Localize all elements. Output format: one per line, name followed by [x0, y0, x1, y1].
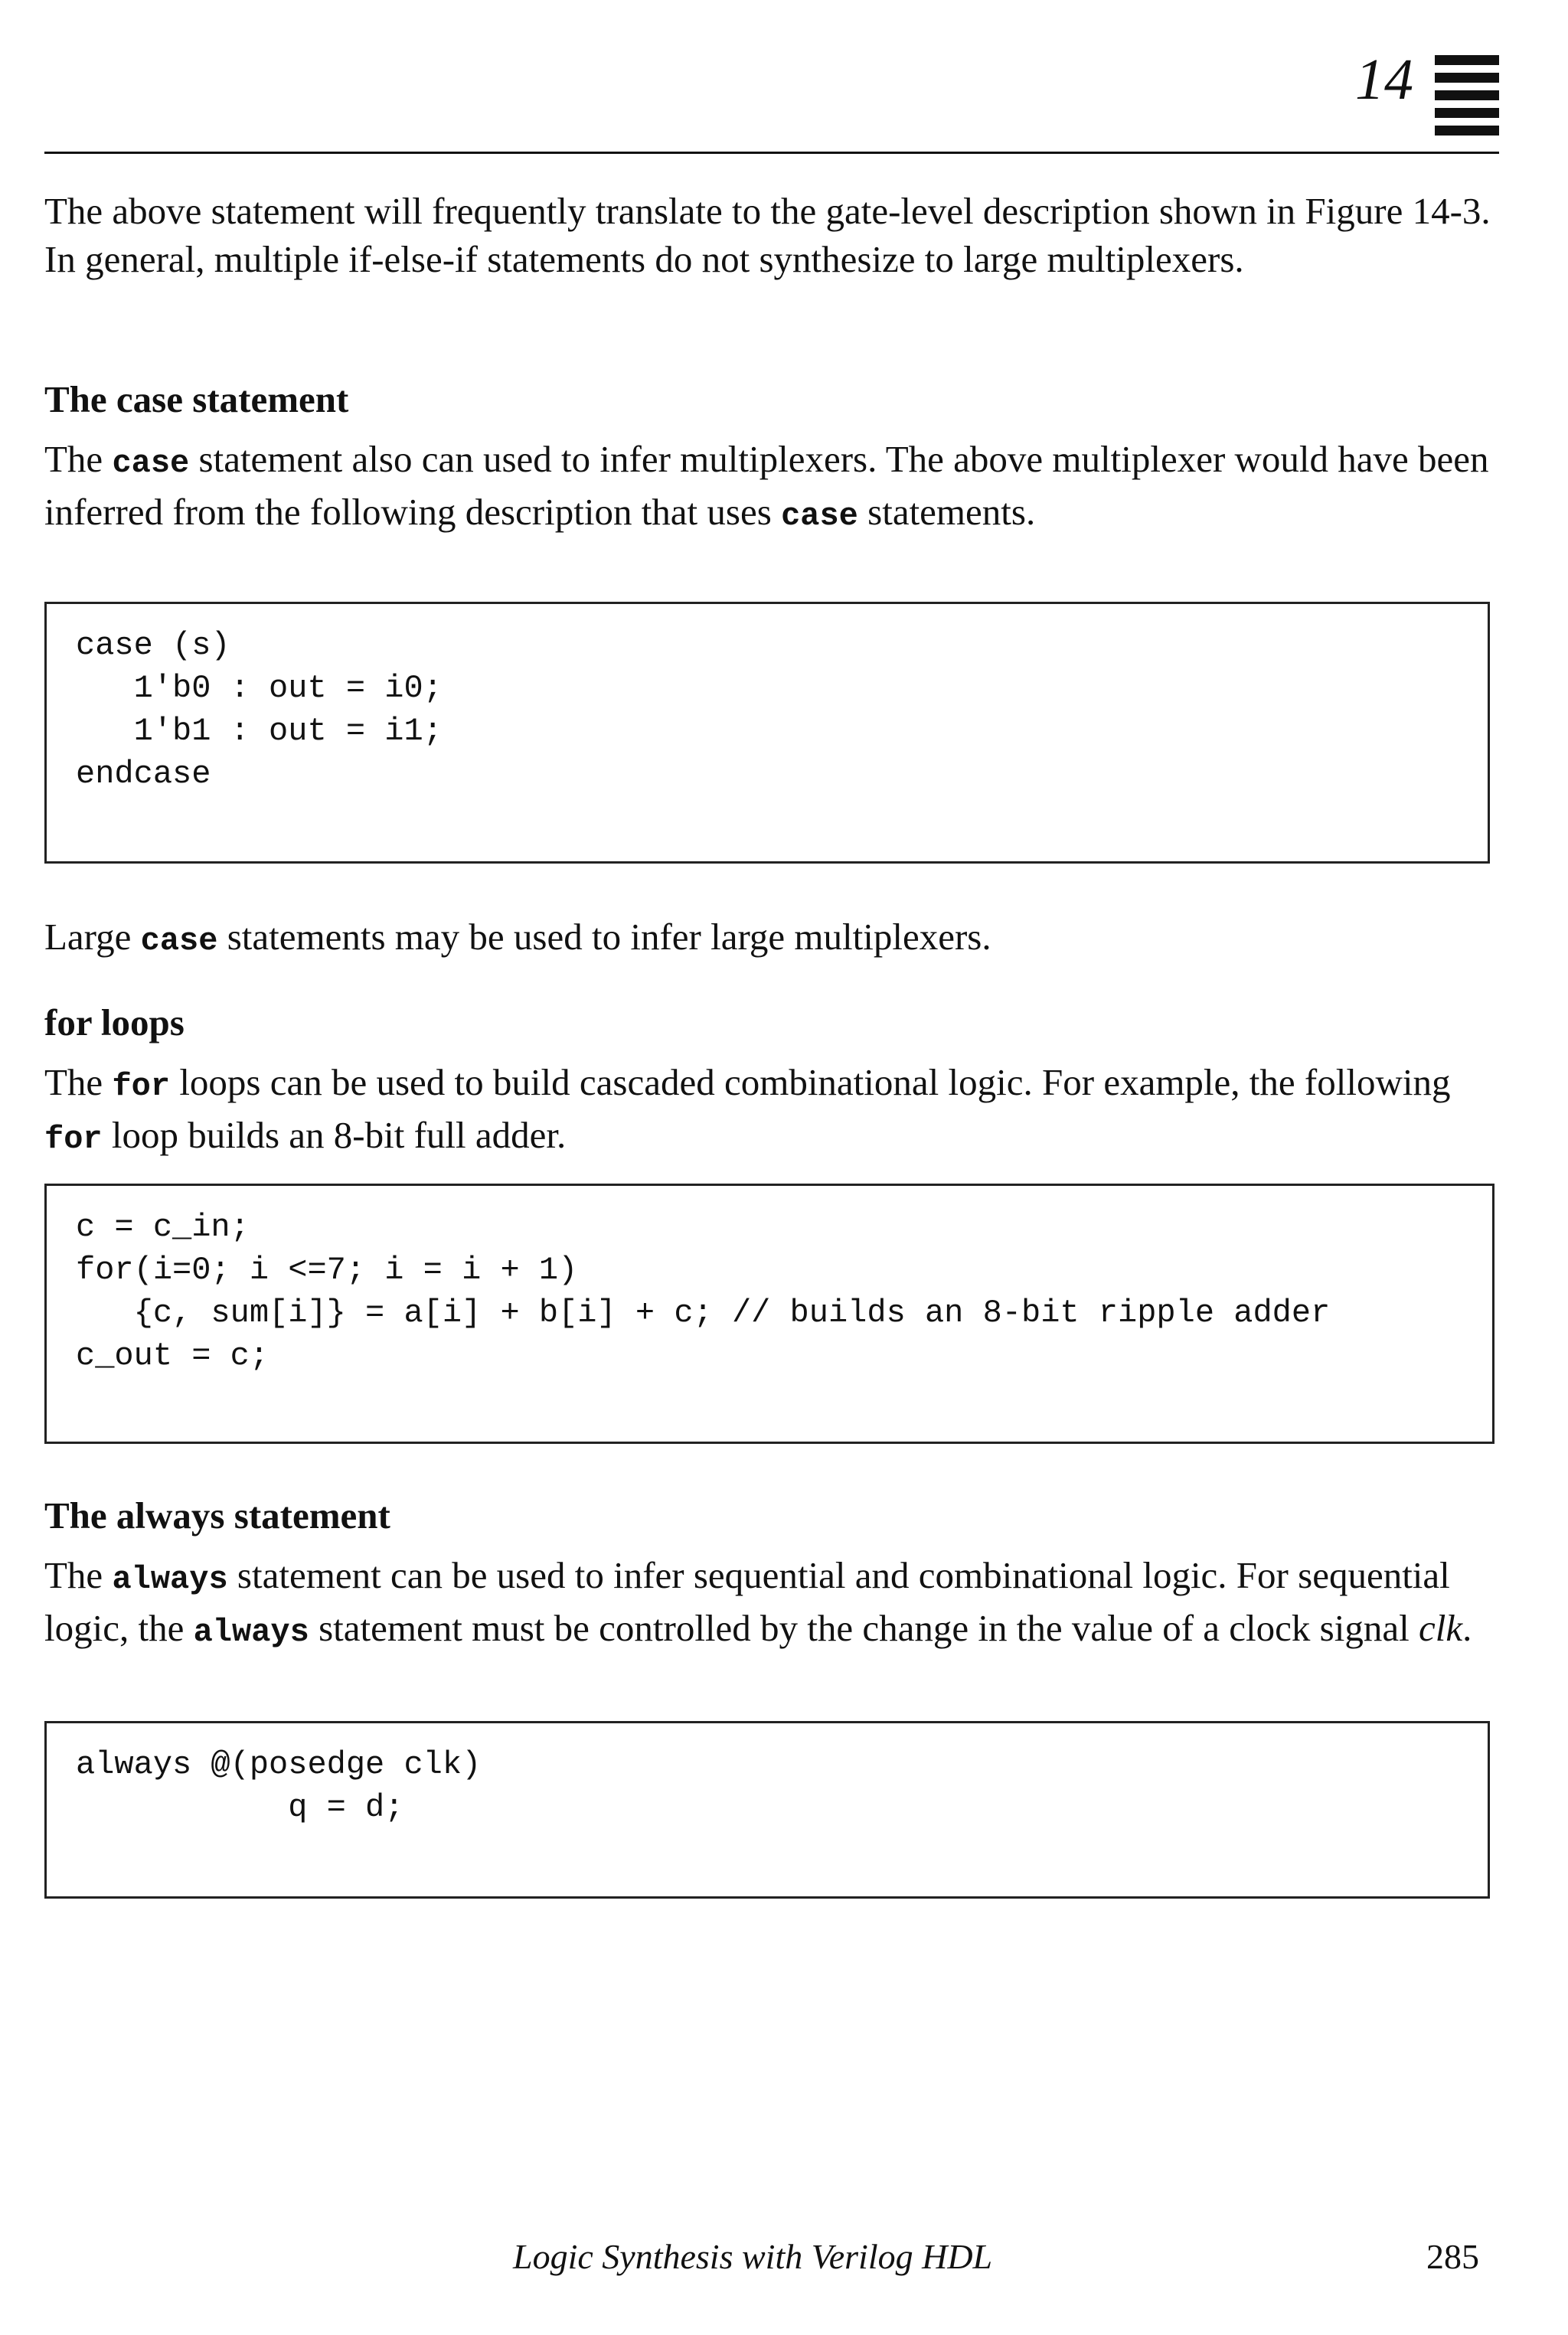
case-keyword: case [112, 445, 190, 482]
for-paragraph: The for loops can be used to build cascaded combinational logic. For example, the following for loop builds an 8-bit full adder. [44, 1061, 1451, 1158]
always-heading: The always statement [44, 1494, 390, 1537]
clk-signal: clk [1418, 1607, 1463, 1649]
footer-book-title: Logic Synthesis with Verilog HDL [513, 2237, 993, 2276]
chapter-number: 14 [1355, 47, 1413, 112]
page-header [44, 46, 1499, 157]
always-keyword: always [112, 1561, 228, 1598]
header-rule [44, 152, 1499, 154]
always-code-block: always @(posedge clk) q = d; [44, 1721, 1490, 1899]
case-heading: The case statement [44, 378, 349, 420]
chapter-tab-icon [1435, 55, 1499, 138]
case-paragraph: The case statement also can used to infer multiplexers. The above multiplexer would have been inferred from the following description that uses case statements. [44, 438, 1489, 534]
case-followup-paragraph: Large case statements may be used to infer large multiplexers. [44, 916, 991, 959]
intro-paragraph: The above statement will frequently translate to the gate-level description shown in Figure 14-3. In general, multiple if-else-if statements do not synthesize to large multiplexers. [44, 190, 1491, 280]
case-code-block: case (s) 1'b0 : out = i0; 1'b1 : out = i1; endcase [44, 602, 1490, 864]
for-keyword: for [44, 1121, 103, 1158]
case-keyword: case [140, 923, 218, 959]
page-number: 285 [1426, 2237, 1479, 2276]
for-code-block: c = c_in; for(i=0; i <=7; i = i + 1) {c, sum[i]} = a[i] + b[i] + c; // builds an 8-bit ripple adder c_out = c; [44, 1184, 1494, 1444]
for-heading: for loops [44, 1001, 185, 1043]
always-keyword: always [193, 1614, 309, 1651]
for-keyword: for [112, 1068, 171, 1105]
always-paragraph: The always statement can be used to infer sequential and combinational logic. For sequential logic, the always statement must be controlled by the change in the value of a clock signal clk. [44, 1554, 1472, 1651]
case-keyword: case [781, 498, 858, 534]
